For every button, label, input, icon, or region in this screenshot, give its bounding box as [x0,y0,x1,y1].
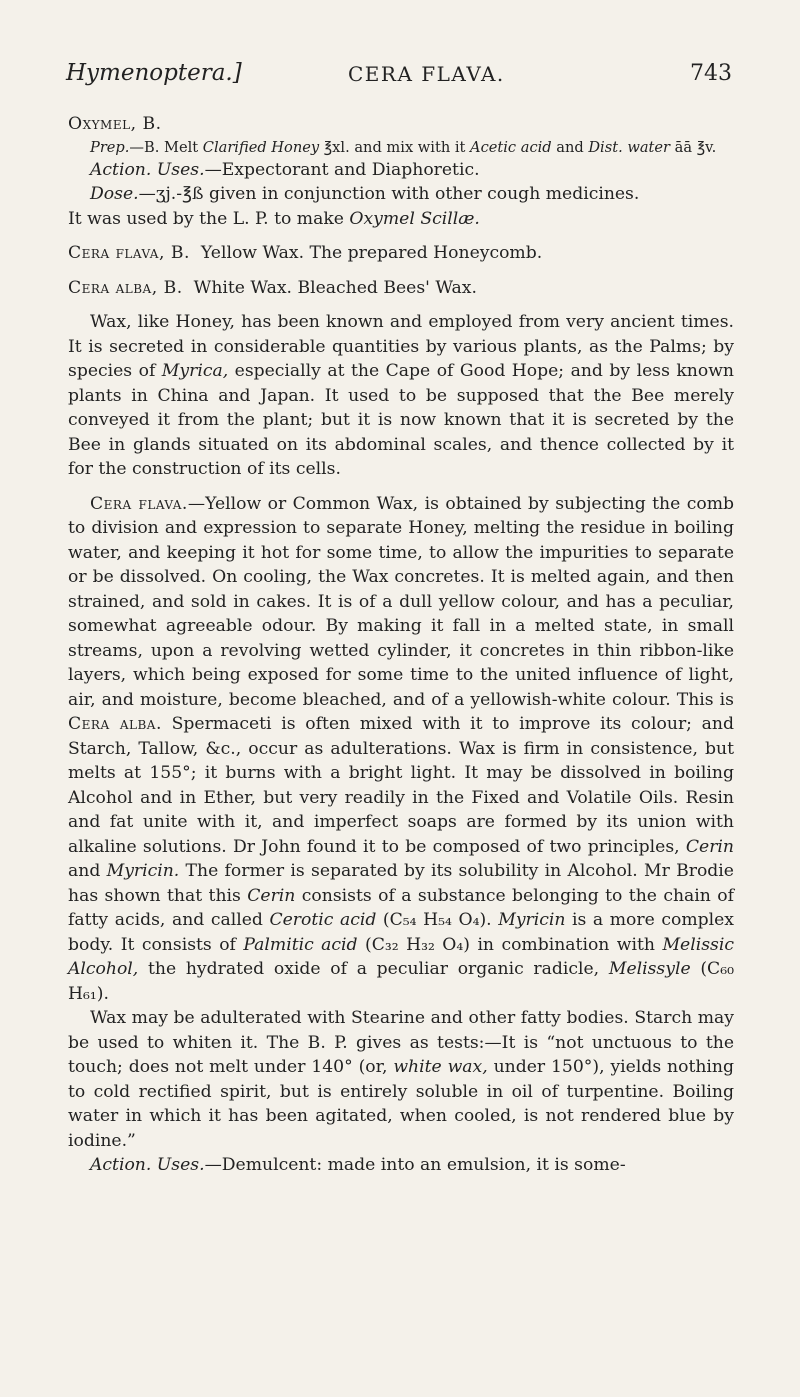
cera-alba-entry: Cera alba, B. White Wax. Bleached Bees' Wax. [68,277,477,298]
dose-label: Dose. [90,184,139,204]
action-label: Action. Uses. [90,1155,205,1175]
prep-label: Prep. [90,138,130,156]
cera-flava-name: Cera flava, B. [68,243,190,263]
adulteration-paragraph: Wax may be adulterated with Stearine and other fatty bodies. Starch may be used to whiten it. The B. P. gives as tests:—It is “not unctuous to the touch; does not melt under 140° (or, white wax, under 150°), yields nothing to cold rectified spirit, but is entirely soluble in oil of turpentine. Boiling water in which it has been agitated, when cooled, is not rendered blue by iodine.” [68,1008,734,1151]
cera-alba-name: Cera alba, B. [68,277,183,298]
oxymel-prep: Prep.—B. Melt Clarified Honey ℥xl. and mix with it Acetic acid and Dist. water āā ℥v. [90,138,717,156]
melissyle-formula: (C₆₀ H₆₁). [68,959,734,1004]
wax-origin-paragraph: Wax, like Honey, has been known and employed from very ancient times. It is secreted in considerable quantities by various plants, as the Palms; by species of Myrica, especially at the Cape of Good Hope; and by less known plants in China and Japan. It used to be supposed that the Bee merely conveyed it from the plant; but it is now known that it is secreted by the Bee in glands situated on its abdominal scales, and thence collected by it for the construction of its cells. [68,312,734,479]
oxymel-dose: Dose.—ʒj.-℥ß given in conjunction with other cough medicines. [90,184,640,204]
cerotic-formula: (C₅₄ H₅₄ O₄). [376,910,499,930]
cera-flava-entry: Cera flava, B. Yellow Wax. The prepared Honeycomb. [68,243,543,263]
oxymel-usage: It was used by the L. P. to make Oxymel Scillæ. [68,208,480,229]
palmitic-formula: (C₃₂ H₃₂ O₄) [357,934,478,955]
cera-flava-paragraph: Cera flava.—Yellow or Common Wax, is obtained by subjecting the comb to division and expression to separate Honey, melting the residue in boiling water, and keeping it hot for some time, to allow the impurities to separate or be dissolved. On cooling, the Wax concretes. It is melted again, and then strained, and sold in cakes. It is of a dull yellow colour, and has a peculiar, somewhat agreeable odour. By making it fall in a melted state, in small streams, upon a revolving wetted cylinder, it concretes in thin ribbon-like layers, which being exposed for some time to the united influence of light, air, and moisture, become bleached, and of a yellowish-white colour. This is Cera alba. Spermaceti is often mixed with it to improve its colour; and Starch, Tallow, &c., occur as adulterations. Wax is firm in consistence, but melts at 155°; it burns with a bright light. It may be dissolved in boiling Alcohol and in Ether, but very readily in the Fixed and Volatile Oils. Resin and fat unite with it, and imperfect soaps are formed by its union with alkaline solutions. Dr John found it to be composed of two principles, Cerin and Myricin. The former is separated by its solubility in Alcohol. Mr Brodie has shown that this Cerin consists of a substance belonging to the chain of fatty acids, and called Cerotic acid (C₅₄ H₅₄ O₄). Myricin is a more complex body. It consists of Palmitic acid (C₃₂ H₃₂ O₄) in combination with Melissic Alcohol, the hydrated oxide of a peculiar organic radicle, Melissyle (C₆₀ H₆₁). [68,493,734,1004]
oxymel-action: Action. Uses.—Expectorant and Diaphoretic. [90,159,480,180]
header-section-title: Hymenoptera.] [66,60,242,86]
cera-action-paragraph: Action. Uses.—Demulcent: made into an emulsion, it is some- [90,1155,626,1175]
oxymel-heading [68,112,734,137]
oxymel-title: Oxymel, B. [68,114,162,134]
action-label: Action. Uses. [90,159,205,180]
page-body [68,112,734,1178]
header-topic: CERA FLAVA. [348,62,505,86]
running-header [66,60,732,94]
page-number: 743 [690,61,732,86]
